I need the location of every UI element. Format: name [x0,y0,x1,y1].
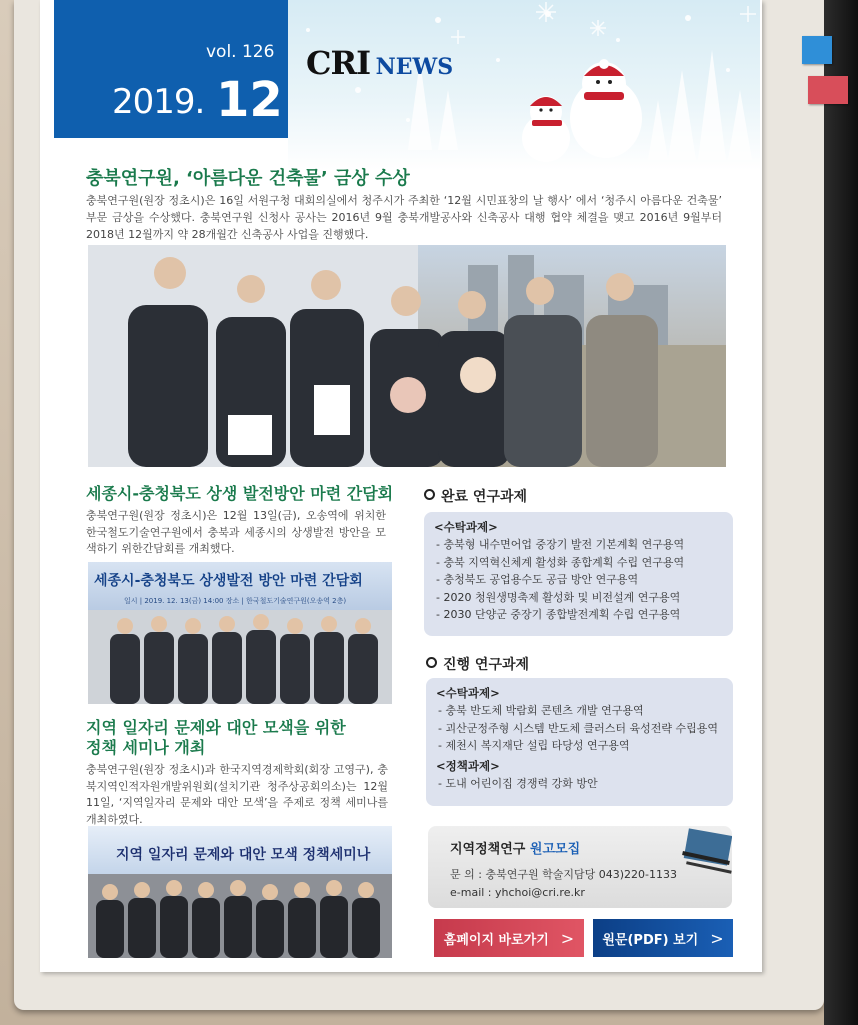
ongoing-title-text: 진행 연구과제 [443,657,530,673]
article3-title-line1: 지역 일자리 문제와 대안 모색을 위한 [86,718,346,737]
recruit-email[interactable]: e-mail : yhchoi@cri.re.kr [450,886,585,899]
completed-projects-box [424,512,733,636]
article2-body: 충북연구원(원장 정초시)은 12월 13일(금), 오송역에 위치한 한국철도기술연구원에서 충북과 세종시의 상생발전 방안을 모색하기 위한간담회를 개최했다. [86,509,386,555]
ongoing-group1-label: <수탁과제> [436,686,500,700]
chevron-right-icon: > [710,928,724,948]
seminar-group-photo[interactable] [88,826,392,958]
winter-header-illustration [288,0,760,170]
circle-bullet-icon [424,489,435,500]
notebook-pen-icon [672,826,732,886]
bookmark-tab-blue[interactable] [802,36,832,64]
seminar-people-illustration [88,874,392,958]
completed-item[interactable]: - 충북형 내수면어업 중장기 발전 기본계획 연구용역 [436,538,685,551]
article3-title-line2: 정책 세미나 개최 [86,738,206,757]
completed-item[interactable]: - 2020 청원생명축제 활성화 및 비전설계 연구용역 [436,590,681,604]
pdf-view-button[interactable] [593,919,733,957]
sejong-people-illustration [88,610,392,704]
article3-body: 충북연구원(원장 정초시)과 한국지역경제학회(회장 고영구), 충북지역인적자원개발위원회(설치기관 청주상공회의소)는 12월 11일, ‘지역일자리 문제와 대안 모색’을 주제로 정책 세미나를 개최하였다. [86,763,388,826]
recruit-title-b: 원고모집 [529,842,581,857]
recruit-title [450,838,580,857]
sejong-meeting-photo[interactable] [88,562,392,704]
homepage-button-label: 홈페이지 바로가기 [443,932,549,948]
completed-list [434,536,684,624]
completed-section-title [424,486,527,506]
ongoing-item[interactable]: - 충북 반도체 박람회 콘텐츠 개발 연구용역 [438,704,644,717]
volume-number: vol. 126 [206,42,275,62]
article1-body: 충북연구원(원장 정초시)은 16일 서원구청 대회의실에서 청주시가 주최한 ‘12월 시민표창의 날 행사’ 에서 ‘청주시 아름다운 건축물’ 부문 금상을 수상했다. 충북연구원 신청사 공사는 2016년 9월 충북개발공사와 신축공사 대행 협약 체결을 맺고 2016년 9월부터 2018년 12월까지 약 28개월간 신축공사 사업을 진행했다. [86,194,722,241]
issue-month: 12 [216,72,283,128]
issue-year: 2019. [112,82,205,122]
award-group-photo[interactable] [88,245,726,467]
completed-item[interactable]: - 충청북도 공업용수도 공급 방안 연구용역 [436,573,639,587]
ongoing-item[interactable]: - 제천시 복지재단 설립 타당성 연구용역 [438,739,630,753]
award-photo-illustration [88,245,726,467]
book-spine [824,0,858,1025]
article1-title[interactable]: 충북연구원, ‘아름다운 건축물’ 금상 수상 [86,168,410,189]
ongoing-section-title [426,654,529,674]
completed-item[interactable]: - 충북 지역혁신체계 활성화 종합계획 수립 연구용역 [436,555,685,569]
ongoing-list-1 [436,702,718,755]
article3-title[interactable] [86,718,346,758]
recruit-title-a: 지역정책연구 [450,842,526,857]
ongoing-list-2 [436,775,718,793]
winter-scene [288,0,760,170]
ongoing-item[interactable]: - 괴산군정주형 시스템 반도체 클러스터 육성전략 수립용역 [438,721,718,735]
completed-item[interactable]: - 2030 단양군 중장기 종합발전계획 수립 연구용역 [436,608,681,622]
logo-news: NEWS [375,54,454,80]
bookmark-tab-red[interactable] [808,76,848,104]
sejong-banner-sub: 일시 | 2019. 12. 13(금) 14:00 장소 | 한국철도기술연구원(오송역 2층) [124,597,347,605]
circle-bullet-icon [426,657,437,668]
article2-title[interactable]: 세종시-충청북도 상생 발전방안 마련 간담회 [86,484,394,503]
cri-news-logo [306,44,453,82]
ongoing-projects-box [426,678,733,806]
completed-group-label: <수탁과제> [434,520,498,534]
chevron-right-icon: > [560,928,575,948]
pdf-button-label: 원문(PDF) 보기 [602,932,699,948]
recruit-contact: 문 의 : 충북연구원 학술지담당 043)220-1133 [450,868,677,881]
ongoing-item[interactable]: - 도내 어린이집 경쟁력 강화 방안 [438,776,598,790]
completed-title-text: 완료 연구과제 [441,489,528,505]
ongoing-group2-label: <정책과제> [436,758,500,773]
homepage-button[interactable] [434,919,584,957]
sejong-banner-text: 세종시-충청북도 상생발전 방안 마련 간담회 [94,573,363,589]
seminar-banner-text: 지역 일자리 문제와 대안 모색 정책세미나 [116,847,371,863]
logo-cri: CRI [306,44,371,82]
paper-recruitment-box[interactable] [428,826,732,908]
